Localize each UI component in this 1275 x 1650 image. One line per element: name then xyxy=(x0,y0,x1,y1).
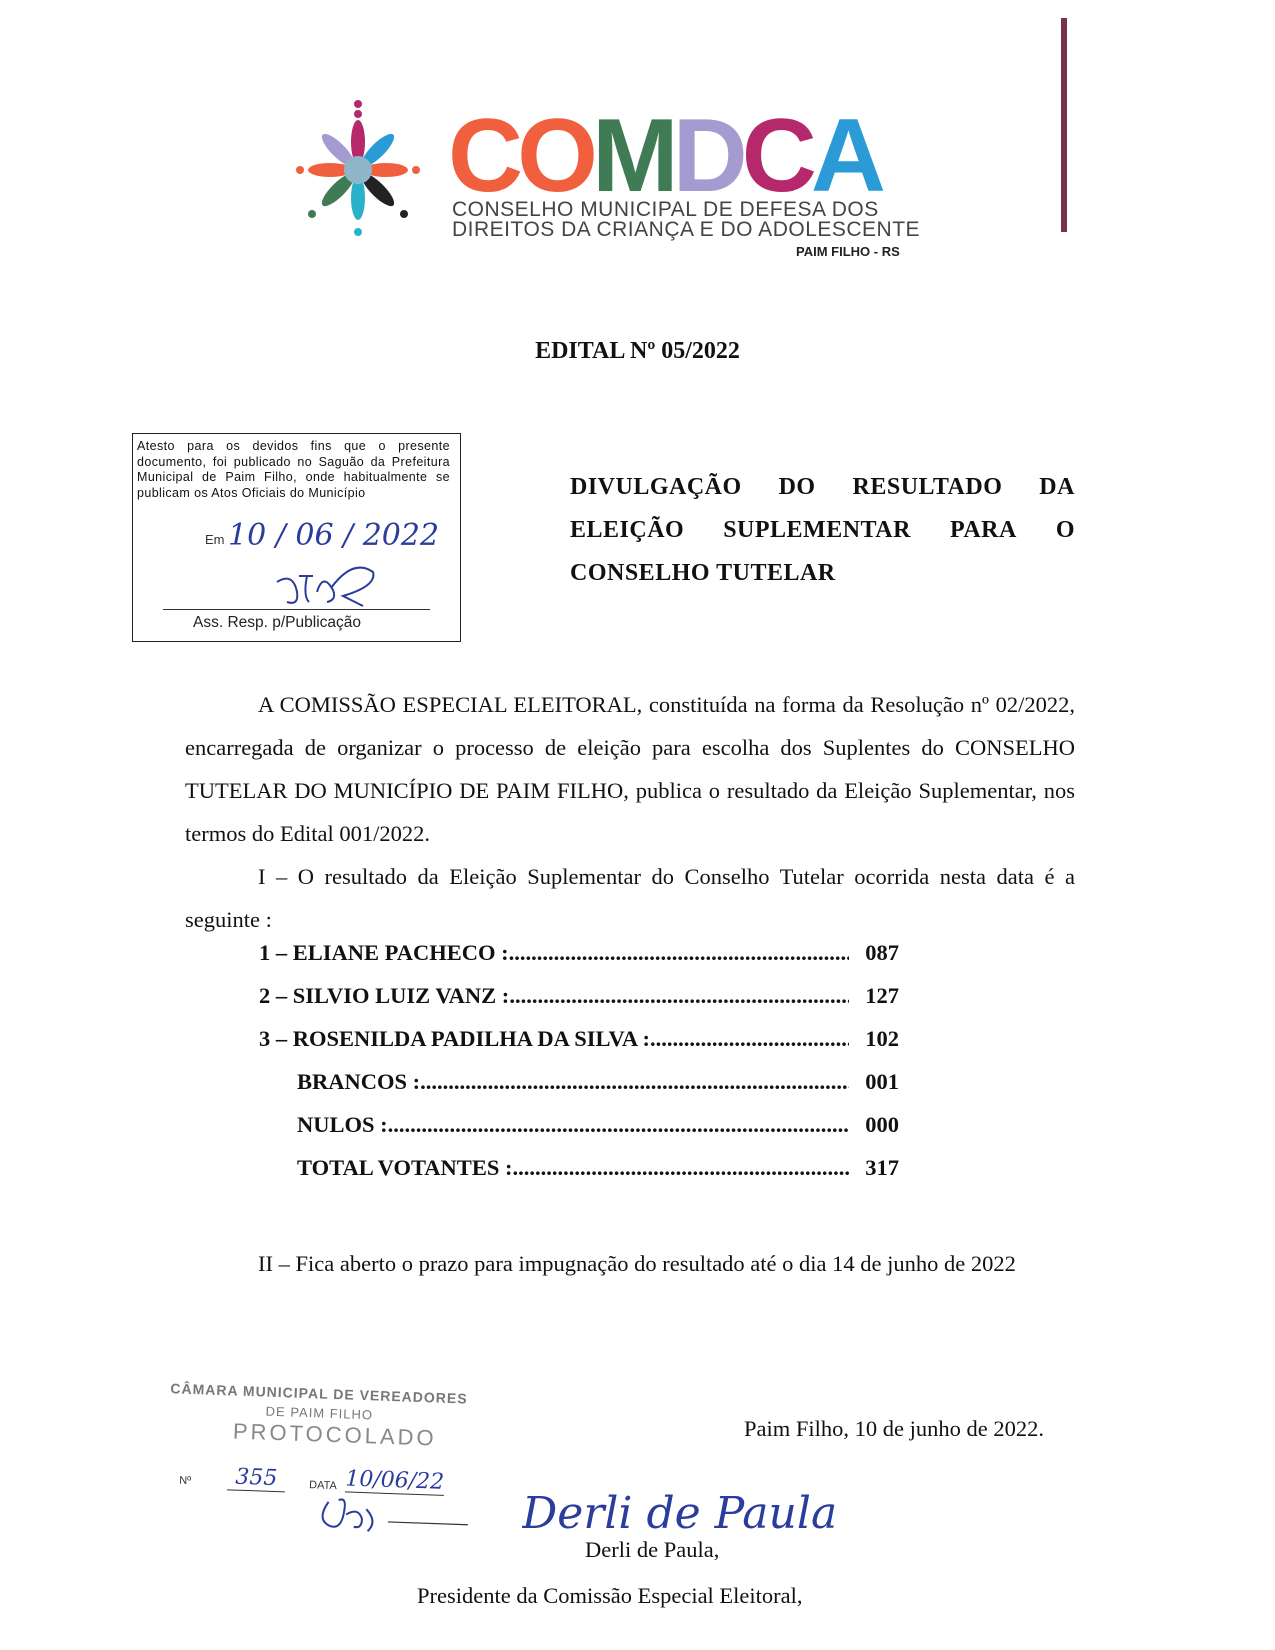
subject-word: DO xyxy=(778,474,816,500)
results-list xyxy=(259,940,899,1198)
subject-word: DA xyxy=(1039,474,1075,500)
result-row-total: TOTAL VOTANTES : ..... 317 xyxy=(259,1155,899,1198)
protocol-line-3: PROTOCOLADO xyxy=(232,1418,438,1451)
logo-letter: M xyxy=(592,98,673,214)
comdca-wordmark xyxy=(448,98,880,214)
logo-subtitle: CONSELHO MUNICIPAL DE DEFESA DOS DIREITOS DA CRIANÇA E DO ADOLESCENTE xyxy=(452,198,921,241)
logo-letter: A xyxy=(810,98,880,214)
logo-letter: C xyxy=(448,98,518,214)
logo-city: PAIM FILHO - RS xyxy=(796,244,900,259)
protocol-date: 10/06/22 xyxy=(344,1466,445,1495)
protocol-line-2: DE PAIM FILHO xyxy=(265,1403,374,1423)
paragraph-deadline: II – Fica aberto o prazo para impugnação do resultado até o dia 14 de junho de 2022 xyxy=(258,1251,1016,1276)
subject-line-1 xyxy=(570,466,1075,509)
subject-word: RESULTADO xyxy=(852,474,1003,500)
subject-word: O xyxy=(1055,517,1075,543)
protocol-number-label: Nº xyxy=(179,1474,192,1488)
stamp-text: Atesto para os devidos fins que o presente documento, foi publicado no Saguão da Prefeitura Municipal de Paim Filho, onde habitualmente se publicam os Atos Oficiais do Município xyxy=(137,439,450,500)
subject-line-2 xyxy=(570,509,1075,552)
result-row-blank: BRANCOS : ..... 001 xyxy=(259,1069,899,1112)
decorative-bar xyxy=(1061,18,1067,232)
protocol-line-1: CÂMARA MUNICIPAL DE VEREADORES xyxy=(170,1380,468,1407)
protocol-signature xyxy=(317,1490,478,1540)
subject-line-3: CONSELHO TUTELAR xyxy=(570,560,836,586)
paragraph-intro: A COMISSÃO ESPECIAL ELEITORAL, constituída na forma da Resolução nº 02/2022, encarregada de organizar o processo de eleição para escolha dos Suplentes do CONSELHO TUTELAR DO MUNICÍPIO DE PAIM FILHO, publica o resultado da Eleição Suplementar, nos termos do Edital 001/2022. xyxy=(185,692,1075,846)
paragraph-result-intro: I – O resultado da Eleição Suplementar do Conselho Tutelar ocorrida nesta data é a seguinte : xyxy=(185,864,1075,932)
flower-petals xyxy=(308,120,408,220)
result-row: 2 – SILVIO LUIZ VANZ : ..... 127 xyxy=(259,983,899,1026)
logo-letter: C xyxy=(741,98,811,214)
protocol-date-label: DATA xyxy=(308,1479,338,1493)
result-row: 1 – ELIANE PACHECO : ..... 087 xyxy=(259,940,899,983)
publication-stamp xyxy=(132,433,461,642)
page-title: EDITAL Nº 05/2022 xyxy=(535,338,740,364)
logo-letter: O xyxy=(517,98,593,214)
signature-line xyxy=(163,609,430,610)
subject-word: SUPLEMENTAR xyxy=(723,517,911,543)
subject-word: ELEIÇÃO xyxy=(570,517,685,543)
signer-name: Derli de Paula, xyxy=(585,1537,720,1562)
stamp-signature xyxy=(273,562,383,612)
logo-letter: D xyxy=(672,98,742,214)
result-row-null: NULOS : ..... 000 xyxy=(259,1112,899,1155)
comdca-flower-logo xyxy=(296,98,420,238)
subject-word: PARA xyxy=(949,517,1017,543)
protocol-stamp xyxy=(165,1380,500,1541)
subject-heading xyxy=(570,466,1075,595)
signer-role: Presidente da Comissão Especial Eleitoral, xyxy=(417,1583,803,1608)
stamp-caption: Ass. Resp. p/Publicação xyxy=(193,614,362,631)
protocol-number: 355 xyxy=(227,1464,286,1492)
signature-text: Derli de Paula xyxy=(522,1488,838,1539)
subject-word: DIVULGAÇÃO xyxy=(570,474,742,500)
stamp-date-prefix: Em xyxy=(205,532,225,547)
result-row: 3 – ROSENILDA PADILHA DA SILVA : ..... 102 xyxy=(259,1026,899,1069)
place-and-date: Paim Filho, 10 de junho de 2022. xyxy=(744,1416,1044,1441)
stamp-date: 10 / 06 / 2022 xyxy=(228,518,440,553)
